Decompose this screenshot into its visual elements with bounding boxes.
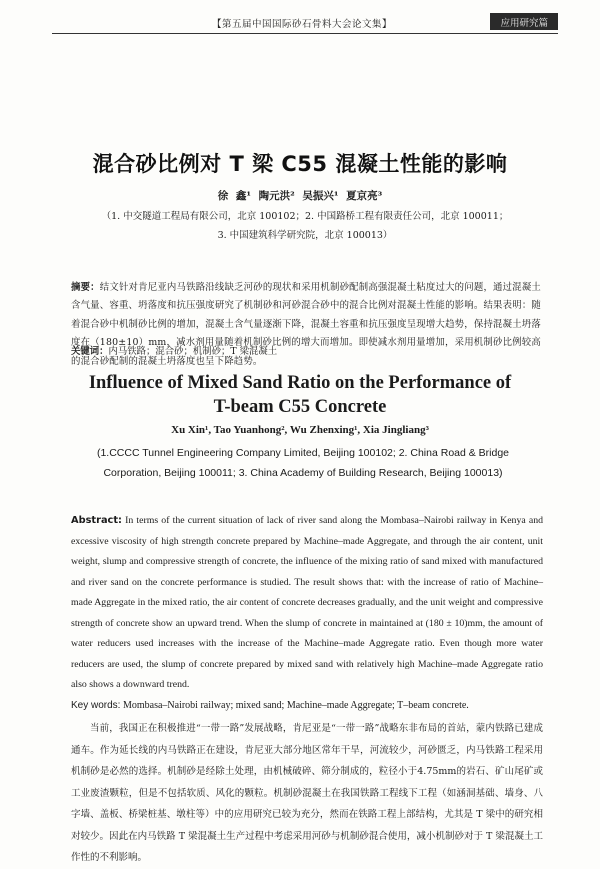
chinese-authors: 徐 鑫¹ 陶元洪² 吴振兴¹ 夏京亮³ — [217, 190, 383, 202]
english-title — [0, 371, 600, 419]
chinese-keywords-label: 关键词： — [71, 346, 109, 357]
section-tag: 应用研究篇 — [490, 13, 558, 30]
running-header — [0, 12, 600, 34]
chinese-keywords — [71, 343, 541, 361]
chinese-abstract-text: 结文针对肯尼亚内马铁路沿线缺乏河砂的现状和采用机制砂配制高强混凝土粘度过大的问题，通过混凝土含气量、容重、坍落度和抗压强度研究了机制砂和河砂混合砂中的混合比例对混凝土性能的影响。结果表明：随着混合砂中机制砂比例的增加，混凝土含气量逐渐下降，混凝土容重和抗压强度呈现增大趋势，保持混凝土坍落度在（180±10）mm，减水剂用量随着机制砂比例的增大而增加。即使减水剂用量增加，采用机制砂比例较高的混合砂配制的混凝土坍落度也呈下降趋势。 — [71, 282, 541, 367]
english-abstract-label: Abstract: — [71, 515, 122, 526]
english-affiliations: (1.CCCC Tunnel Engineering Company Limited, Beijing 100102; 2. China Road & Bridge Corporation, Beijing 100011; 3. China Academy of Building Research, Beijing 100013) — [96, 447, 510, 479]
english-keywords-text: Mombasa–Nairobi railway; mixed sand; Machine–made Aggregate; T–beam concrete. — [122, 700, 469, 711]
chinese-affiliations — [70, 207, 540, 245]
english-abstract — [71, 511, 543, 696]
english-title-line: T-beam C55 Concrete — [213, 397, 387, 417]
english-abstract-text: In terms of the current situation of lack of river sand along the Mombasa–Nairobi railway in Kenya and excessive viscosity of high strength concrete prepared by Machine–made Aggregate, and through the air content, unit weight, slump and compressive strength of concrete, the influence of the mixing ratio of sand mixed with manufactured and river sand on the concrete performance is studied. The result shows that: with the increase of ratio of Machine–made Aggregate in the mixed ratio, the air content of concrete decreases gradually, and the unit weight and compressive strength of concrete show an upward trend. When the slump of concrete in maintained at (180 ± 10)mm, the amount of water reducers used increases with the increase of the Machine–made Aggregate ratio. Even though more water reducers are used, the slump of concrete prepared by mixed sand with relatively high Machine–made Aggregate ratio also shows a downward trend. — [71, 515, 543, 690]
chinese-affiliation-line: 3. 中国建筑科学研究院，北京 100013） — [217, 230, 393, 241]
english-keywords — [71, 697, 543, 715]
chinese-title: 混合砂比例对 T 梁 C55 混凝土性能的影响 — [92, 152, 508, 176]
chinese-keywords-text: 内马铁路；混合砂；机制砂；T 梁混凝土 — [108, 346, 278, 357]
chinese-abstract-label: 摘要： — [71, 282, 100, 293]
english-authors: Xu Xin¹, Tao Yuanhong², Wu Zhenxing¹, Xia Jingliang³ — [171, 424, 429, 436]
english-title-line: Influence of Mixed Sand Ratio on the Performance of — [88, 373, 512, 393]
english-keywords-label: Key words: — [71, 700, 121, 711]
running-title: 【第五届中国国际砂石骨料大会论文集】 — [212, 19, 393, 30]
body-introduction: 当前，我国正在积极推进“一带一路”发展战略，肯尼亚是“一带一路”战略东非布局的首站，蒙内铁路已建成通车。作为延长线的内马铁路正在建设，肯尼亚大部分地区常年干旱，河流较少，河砂匮乏，内马铁路工程采用机制砂是必然的选择。机制砂是经除土处理，由机械破碎、筛分制成的，粒径小于4.75mm的岩石、矿山尾矿或工业废渣颗粒，但是不包括软质、风化的颗粒。机制砂混凝土在我国铁路工程线下工程（如涵洞基础、墙身、八字墙、盖板、桥梁桩基、墩柱等）中的应用研究已较为充分，然而在铁路工程上部结构，尤其是 T 梁中的研究相对较少。因此在内马铁路 T 梁混凝土生产过程中考虑采用河砂与机制砂混合使用，减小机制砂对于 T 梁混凝土工作性的不利影响。 — [71, 723, 543, 863]
header-rule — [52, 33, 558, 34]
chinese-affiliation-line: （1. 中交隧道工程局有限公司，北京 100102；2. 中国路桥工程有限责任公司，北京 100011； — [101, 211, 509, 222]
